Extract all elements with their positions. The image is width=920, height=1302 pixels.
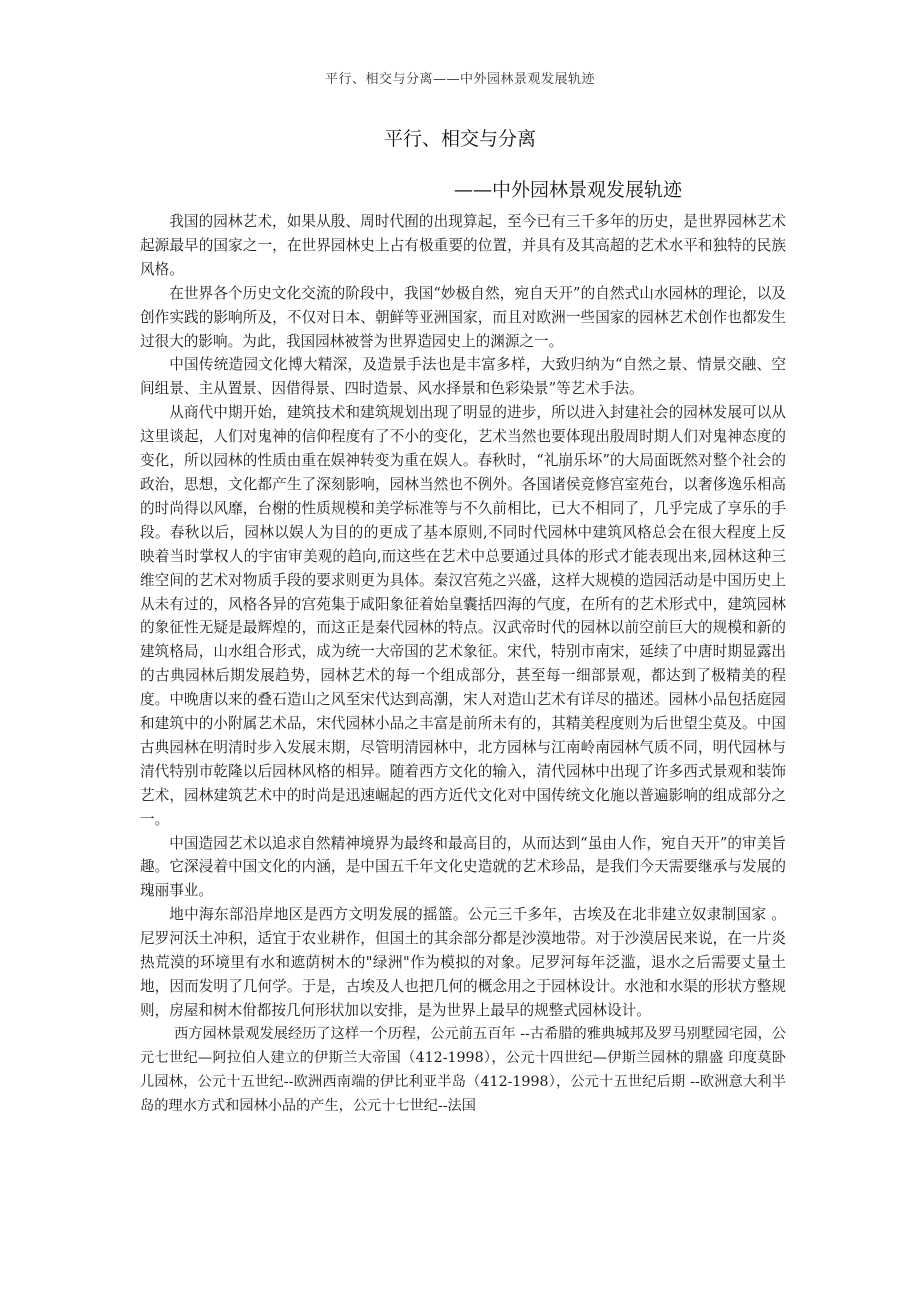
paragraph: 西方园林景观发展经历了这样一个历程，公元前五百年 --古希腊的雅典城邦及罗马别墅园宅园，公元七世纪—阿拉伯人建立的伊斯兰大帝国（412-1998），公元十四世纪—伊斯兰园林的鼎盛 印度莫卧儿园林，公元十五世纪--欧洲西南端的伊比利亚半岛（412-1998），公元十五世纪后期 --欧洲意大利半岛的理水方式和园林小品的产生，公元十七世纪--法国: [140, 1025, 786, 1114]
paragraph: 我国的园林艺术，如果从殷、周时代囿的出现算起，至今已有三千多年的历史，是世界园林艺术起源最早的国家之一，在世界园林史上占有极重要的位置，并具有及其高超的艺术水平和独特的民族风格。: [140, 213, 786, 278]
paragraph: 中国传统造园文化博大精深，及造景手法也是丰富多样，大致归纳为“自然之景、情景交融、空间组景、主从置景、因借得景、四时造景、风水择景和色彩染景”等艺术手法。: [140, 356, 786, 398]
paragraph: 从商代中期开始，建筑技术和建筑规划出现了明显的进步，所以进入封建社会的园林发展可以从这里谈起，人们对鬼神的信仰程度有了不小的变化，艺术当然也要体现出殷周时期人们对鬼神态度的变化，所以园林的性质由重在娱神转变为重在娱人。春秋时，“礼崩乐坏”的大局面既然对整个社会的政治，思想，文化都产生了深刻影响，园林当然也不例外。各国诸侯竞修宫室苑台，以奢侈逸乐相高的时尚得以风靡，台榭的性质规模和美学标准等与不久前相比，已大不相同了，几乎完成了享乐的手段。春秋以后，园林以娱人为目的的更成了基本原则,不同时代园林中建筑风格总会在很大程度上反映着当时掌权人的宇宙审美观的趋向,而这些在艺术中总要通过具体的形式才能表现出来,园林这种三维空间的艺术对物质手段的要求则更为具体。秦汉宫苑之兴盛，这样大规模的造园活动是中国历史上从未有过的，风格各异的宫苑集于咸阳象征着始皇囊括四海的气度，在所有的艺术形式中，建筑园林的象征性无疑是最辉煌的，而这正是秦代园林的特点。汉武帝时代的园林以前空前巨大的规模和新的建筑格局，山水组合形式，成为统一大帝国的艺术象征。宋代，特别市南宋，延续了中唐时期显露出的古典园林后期发展趋势，园林艺术的每一个组成部分，甚至每一细部景观，都达到了极精美的程度。中晚唐以来的叠石造山之风至宋代达到高潮，宋人对造山艺术有详尽的描述。园林小品包括庭园和建筑中的小附属艺术品，宋代园林小品之丰富是前所未有的，其精美程度则为后世望尘莫及。中国古典园林在明清时步入发展末期，尽管明清园林中，北方园林与江南岭南园林气质不同，明代园林与清代特别市乾隆以后园林风格的相异。随着西方文化的输入，清代园林中出现了许多西式景观和装饰艺术，园林建筑艺术中的时尚是迅速崛起的西方近代文化对中国传统文化施以普遍影响的组成部分之一。: [140, 404, 786, 828]
document-title: 平行、相交与分离: [383, 128, 536, 150]
paragraph: 地中海东部沿岸地区是西方文明发展的摇篮。公元三千多年，古埃及在北非建立奴隶制国家 。尼罗河沃土冲积，适宜于农业耕作，但国土的其余部分都是沙漠地带。对于沙漠居民来说，在一片炎热荒漠的环境里有水和遮荫树木的"绿洲"作为模拟的对象。尼罗河每年泛滥，退水之后需要丈量土地，因而发明了几何学。于是，古埃及人也把几何的概念用之于园林设计。水池和水渠的形状方整规则，房屋和树木佾都按几何形状加以安排，是为世界上最早的规整式园林设计。: [140, 906, 786, 1019]
document-body: [140, 210, 786, 1118]
paragraph: 中国造园艺术以追求自然精神境界为最终和最高目的，从而达到“虽由人作，宛自天开”的审美旨趣。它深浸着中国文化的内涵，是中国五千年文化史造就的艺术珍品，是我们今天需要继承与发展的瑰丽事业。: [140, 834, 786, 900]
document-subtitle: ——中外园林景观发展轨迹: [454, 179, 683, 201]
running-header: 平行、相交与分离——中外园林景观发展轨迹: [324, 72, 595, 87]
paragraph: 在世界各个历史文化交流的阶段中，我国“妙极自然，宛自天开”的自然式山水园林的理论，以及创作实践的影响所及，不仅对日本、朝鲜等亚洲国家，而且对欧洲一些国家的园林艺术创作也都发生过很大的影响。为此，我国园林被誉为世界造园史上的渊源之一。: [140, 284, 786, 350]
